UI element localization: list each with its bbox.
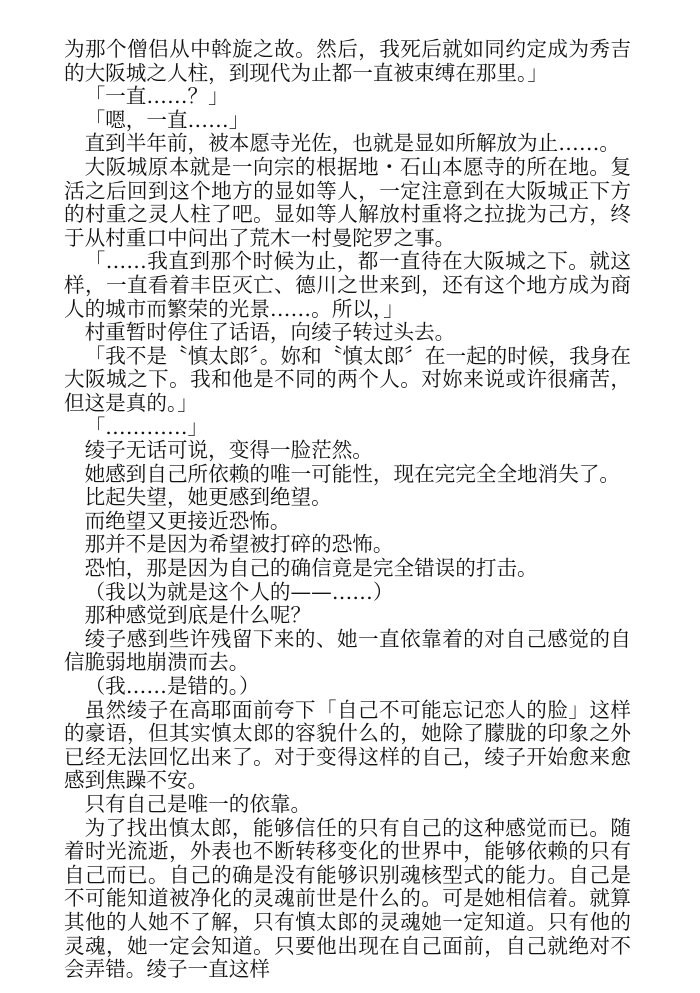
body-text <box>64 38 631 982</box>
paragraph: 绫子感到些许残留下来的、她一直依靠着的对自己感觉的自信脆弱地崩溃而去。 <box>64 626 631 675</box>
paragraph: 她感到自己所依赖的唯一可能性，现在完完全全地消失了。 <box>84 461 621 486</box>
paragraph: 恐怕，那是因为自己的确信竟是完全错误的打击。 <box>84 556 538 581</box>
paragraph: 直到半年前，被本愿寺光佐，也就是显如所解放为止……。 <box>84 131 621 156</box>
paragraph: 而绝望又更接近恐怖。 <box>84 508 291 533</box>
paragraph: 虽然绫子在高耶面前夸下「自己不可能忘记恋人的脸」这样的豪语，但其实慎太郎的容貌什么的，她除了朦胧的印象之外已经无法回忆出来了。对于变得这样的自己，绫子开始愈来愈感到焦躁不安。 <box>64 697 631 793</box>
paragraph: 那种感觉到底是什么呢？ <box>84 603 312 628</box>
paragraph: 大阪城原本就是一向宗的根据地・石山本愿寺的所在地。复活之后回到这个地方的显如等人，一定注意到在大阪城正下方的村重之灵人柱了吧。显如等人解放村重将之拉拢为己方，终于从村重口中问出了荒木一村曼陀罗之事。 <box>64 154 631 250</box>
paragraph: 绫子无话可说，变得一脸茫然。 <box>84 438 373 463</box>
paragraph: 「我不是〝慎太郎〞。妳和〝慎太郎〞在一起的时候，我身在大阪城之下。我和他是不同的两个人。对妳来说或许很痛苦，但这是真的。」 <box>64 343 631 415</box>
paragraph: 「…………」 <box>84 414 209 439</box>
paragraph: （我……是错的。） <box>84 674 260 699</box>
paragraph: 比起失望，她更感到绝望。 <box>84 485 332 510</box>
paragraph: 村重暂时停住了话语，向绫子转过头去。 <box>84 320 456 345</box>
paragraph: 为了找出慎太郎，能够信任的只有自己的这种感觉而已。随着时光流逝，外表也不断转移变化的世界中，能够依赖的只有自己而已。自己的确是没有能够识别魂核型式的能力。自己是不可能知道被净化的灵魂前世是什么的。可是她相信着。就算其他的人她不了解，只有慎太郎的灵魂她一定知道。只有他的灵魂，她一定会知道。只要他出现在自己面前，自己就绝对不会弄错。绫子一直这样 <box>64 815 631 982</box>
paragraph: 「嗯，一直……」 <box>84 107 250 132</box>
paragraph: 为那个僧侣从中斡旋之故。然后，我死后就如同约定成为秀吉的大阪城之人柱，到现代为止都一直被束缚在那里。」 <box>64 37 631 85</box>
paragraph: 「……我直到那个时候为止，都一直待在大阪城之下。就这样，一直看着丰臣灭亡、德川之世来到，还有这个地方成为商人的城市而繁荣的光景……。所以，」 <box>64 249 631 321</box>
paragraph: 只有自己是唯一的依靠。 <box>84 792 312 816</box>
paragraph: 「一直……？」 <box>84 84 229 109</box>
paragraph: 那并不是因为希望被打碎的恐怖。 <box>84 532 394 557</box>
paragraph: （我以为就是这个人的——……） <box>84 579 394 604</box>
